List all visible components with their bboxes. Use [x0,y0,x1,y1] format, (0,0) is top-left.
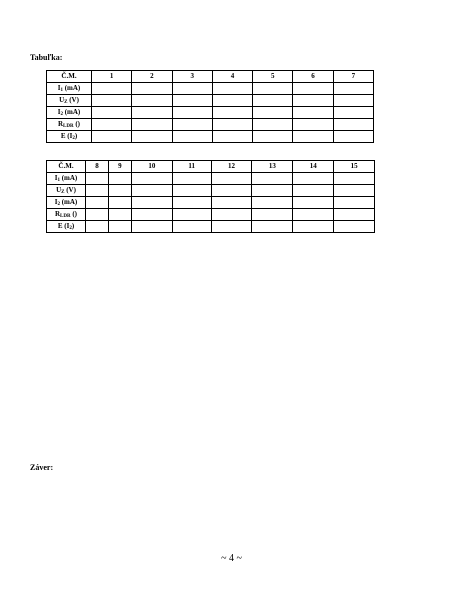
measurement-cell[interactable] [86,221,109,233]
measurement-cell[interactable] [293,173,334,185]
row-header-base: I [54,198,58,206]
row-header-subscript: 2 [60,112,63,117]
measurement-cell[interactable] [252,173,293,185]
row-header-subscript: 2 [69,226,72,231]
row-header-unit: (mA) [62,108,81,116]
table-header-row [47,161,375,173]
measurement-cell[interactable] [212,119,252,131]
table-row [47,209,375,221]
column-header: 14 [293,161,334,173]
measurement-cell[interactable] [212,131,252,143]
measurement-cell[interactable] [172,107,212,119]
table-row [47,131,374,143]
row-header [47,107,92,119]
measurement-cell[interactable] [211,185,252,197]
measurement-cell[interactable] [132,107,172,119]
column-header: 6 [293,71,333,83]
section-label-conclusion: Záver: [30,463,54,472]
table-row [47,107,374,119]
measurement-cell[interactable] [86,209,109,221]
table-row [47,173,375,185]
measurement-cell[interactable] [293,131,333,143]
measurement-cell[interactable] [108,209,131,221]
row-header-unit: (mA) [62,84,81,92]
measurement-cell[interactable] [172,119,212,131]
measurement-cell[interactable] [86,173,109,185]
row-header [47,119,92,131]
row-header-base: U [56,186,62,194]
measurement-cell[interactable] [253,107,293,119]
table-row [47,95,374,107]
row-header-subscript: LDR [60,214,71,219]
measurement-cell[interactable] [334,221,375,233]
row-header-subscript: 2 [57,202,60,207]
measurement-cell[interactable] [293,119,333,131]
row-header-base: E (I [60,132,73,140]
row-header-base: U [59,96,65,104]
table-corner-label: Č.M. [47,71,92,83]
row-header-unit: (V) [67,96,79,104]
table-row [47,185,375,197]
row-header-unit: ) [71,222,75,230]
measurement-cell[interactable] [92,119,132,131]
measurement-cell[interactable] [252,185,293,197]
measurement-cell[interactable] [132,131,172,143]
measurement-cell[interactable] [333,131,373,143]
measurement-cell[interactable] [293,95,333,107]
row-header-subscript: Z [64,100,68,105]
measurement-cell[interactable] [211,209,252,221]
row-header-unit: (V) [64,186,76,194]
measurement-cell[interactable] [131,173,172,185]
row-header [47,197,86,209]
table-header-row [47,71,374,83]
measurement-table-1 [46,70,374,143]
column-header: 10 [131,161,172,173]
measurement-cell[interactable] [253,83,293,95]
row-header-subscript: 1 [57,178,60,183]
measurement-cell[interactable] [131,197,172,209]
measurement-cell[interactable] [92,131,132,143]
measurement-cell[interactable] [252,209,293,221]
measurement-cell[interactable] [211,221,252,233]
measurement-cell[interactable] [108,173,131,185]
row-header [47,131,92,143]
row-header [47,173,86,185]
measurement-cell[interactable] [86,197,109,209]
measurement-cell[interactable] [293,185,334,197]
measurement-cell[interactable] [131,221,172,233]
row-header [47,95,92,107]
measurement-cell[interactable] [131,185,172,197]
measurement-cell[interactable] [333,107,373,119]
table-row [47,119,374,131]
measurement-cell[interactable] [108,185,131,197]
measurement-cell[interactable] [293,197,334,209]
column-header: 1 [92,71,132,83]
row-header-unit: (mA) [59,174,78,182]
table-row [47,83,374,95]
measurement-cell[interactable] [334,209,375,221]
column-header: 12 [211,161,252,173]
measurement-cell[interactable] [293,221,334,233]
row-header-unit: ) [74,132,78,140]
measurement-cell[interactable] [172,185,211,197]
column-header: 15 [334,161,375,173]
table-corner-label: Č.M. [47,161,86,173]
row-header-subscript: 1 [60,88,63,93]
measurement-cell[interactable] [172,209,211,221]
column-header: 3 [172,71,212,83]
measurement-table-2 [46,160,375,233]
row-header-unit: () [70,210,78,218]
measurement-cell[interactable] [172,131,212,143]
measurement-cell[interactable] [172,173,211,185]
row-header-base: R [57,120,64,128]
row-header-unit: () [73,120,81,128]
row-header-subscript: Z [61,190,65,195]
measurement-cell[interactable] [212,95,252,107]
measurement-cell[interactable] [172,221,211,233]
measurement-cell[interactable] [92,107,132,119]
row-header [47,209,86,221]
measurement-cell[interactable] [172,83,212,95]
measurement-cell[interactable] [172,95,212,107]
row-header-base: I [57,84,61,92]
measurement-cell[interactable] [293,209,334,221]
column-header: 13 [252,161,293,173]
row-header [47,83,92,95]
measurement-cell[interactable] [131,209,172,221]
column-header: 7 [333,71,373,83]
row-header [47,185,86,197]
column-header: 5 [253,71,293,83]
table-row [47,221,375,233]
row-header-subscript: LDR [63,124,74,129]
measurement-cell[interactable] [253,131,293,143]
measurement-cell[interactable] [108,197,131,209]
row-header-base: E (I [57,222,70,230]
measurement-cell[interactable] [132,119,172,131]
measurement-cell[interactable] [108,221,131,233]
row-header-base: I [54,174,58,182]
measurement-cell[interactable] [211,197,252,209]
page-number: ~ 4 ~ [221,553,242,564]
measurement-cell[interactable] [253,119,293,131]
measurement-cell[interactable] [293,83,333,95]
measurement-cell[interactable] [334,173,375,185]
measurement-cell[interactable] [211,173,252,185]
measurement-cell[interactable] [333,119,373,131]
row-header-base: I [57,108,61,116]
measurement-cell[interactable] [92,83,132,95]
table-row [47,197,375,209]
measurement-cell[interactable] [252,197,293,209]
column-header: 4 [212,71,252,83]
column-header: 2 [132,71,172,83]
row-header-unit: (mA) [59,198,78,206]
measurement-cell[interactable] [253,95,293,107]
measurement-cell[interactable] [212,107,252,119]
measurement-cell[interactable] [333,95,373,107]
measurement-cell[interactable] [212,83,252,95]
measurement-cell[interactable] [92,95,132,107]
measurement-cell[interactable] [132,83,172,95]
row-header [47,221,86,233]
section-label-table: Tabuľka: [30,53,63,62]
measurement-cell[interactable] [293,107,333,119]
measurement-cell[interactable] [334,197,375,209]
column-header: 8 [86,161,109,173]
measurement-cell[interactable] [333,83,373,95]
measurement-cell[interactable] [86,185,109,197]
column-header: 11 [172,161,211,173]
row-header-base: R [54,210,61,218]
row-header-subscript: 2 [72,136,75,141]
measurement-cell[interactable] [132,95,172,107]
measurement-cell[interactable] [334,185,375,197]
measurement-cell[interactable] [172,197,211,209]
measurement-cell[interactable] [252,221,293,233]
column-header: 9 [108,161,131,173]
